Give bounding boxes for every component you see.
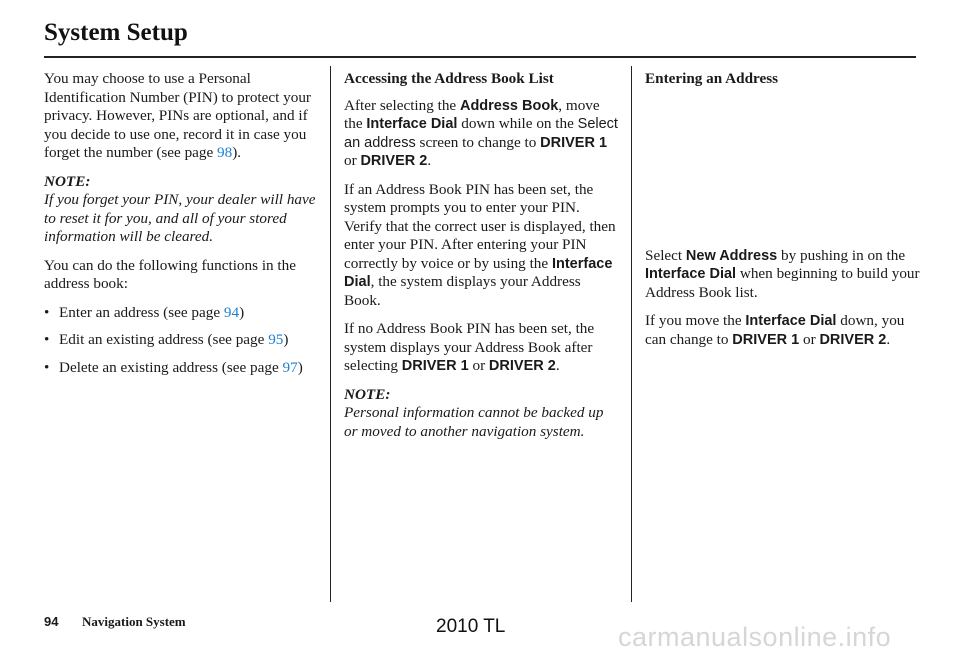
page-title: System Setup	[44, 19, 188, 46]
note-label: NOTE:	[344, 385, 391, 403]
entering-paragraph-2: If you move the Interface Dial down, you can change to DRIVER 1 or DRIVER 2.	[645, 312, 905, 348]
bullet-icon: •	[44, 303, 50, 321]
screen-image-placeholder	[645, 97, 921, 247]
note-label: NOTE:	[44, 172, 91, 190]
functions-list	[44, 304, 322, 378]
list-item: • Enter an address (see page 94)	[44, 303, 245, 321]
accessing-paragraph-3: If no Address Book PIN has been set, the system displays your Address Book after selecting DRIVER 1 or DRIVER 2.	[344, 320, 595, 374]
page-number: 94	[44, 614, 59, 629]
functions-intro: You can do the following functions in the address book:	[44, 256, 296, 292]
header-rule	[44, 56, 916, 58]
section-heading-entering: Entering an Address	[645, 70, 779, 87]
page-link-97[interactable]: 97	[282, 358, 298, 376]
list-item: • Edit an existing address (see page 95)	[44, 331, 289, 348]
page-link-94[interactable]: 94	[223, 303, 240, 321]
list-item: • Delete an existing address (see page 97)	[44, 358, 303, 376]
model-label: 2010 TL	[436, 616, 506, 637]
note-body: Personal information cannot be backed up or moved to another navigation system.	[344, 404, 604, 440]
section-heading-accessing: Accessing the Address Book List	[344, 70, 554, 87]
column-divider-1	[330, 66, 331, 602]
entering-paragraph-1: Select New Address by pushing in on the Interface Dial when beginning to build your Address Book list.	[645, 246, 920, 301]
bullet-icon: •	[44, 358, 50, 376]
column-1	[44, 70, 322, 386]
note-body: If you forget your PIN, your dealer will have to reset it for you, and all of your stored information will be cleared.	[44, 191, 316, 245]
accessing-paragraph-1: After selecting the Address Book, move the Interface Dial down while on the Select an address screen to change to DRIVER 1 or DRIVER 2.	[344, 96, 618, 169]
page-link-98[interactable]: 98	[217, 144, 233, 161]
column-3	[645, 70, 921, 359]
site-watermark: carmanualsonline.info	[618, 622, 892, 652]
bullet-icon: •	[44, 331, 50, 348]
page-link-95[interactable]: 95	[268, 331, 284, 348]
column-divider-2	[631, 66, 632, 602]
section-name: Navigation System	[82, 614, 186, 629]
pin-intro-paragraph: You may choose to use a Personal Identification Number (PIN) to protect your privacy. However, PINs are optional, and if you decide to use one, record it in case you forget the number (see page 98).	[44, 70, 311, 161]
accessing-paragraph-2: If an Address Book PIN has been set, the system prompts you to enter your PIN. Verify that the correct user is displayed, then enter your PIN. After entering your PIN correctly by voice or by using the Interface Dial, the system displays your Address Book.	[344, 180, 616, 309]
column-2	[344, 70, 620, 451]
